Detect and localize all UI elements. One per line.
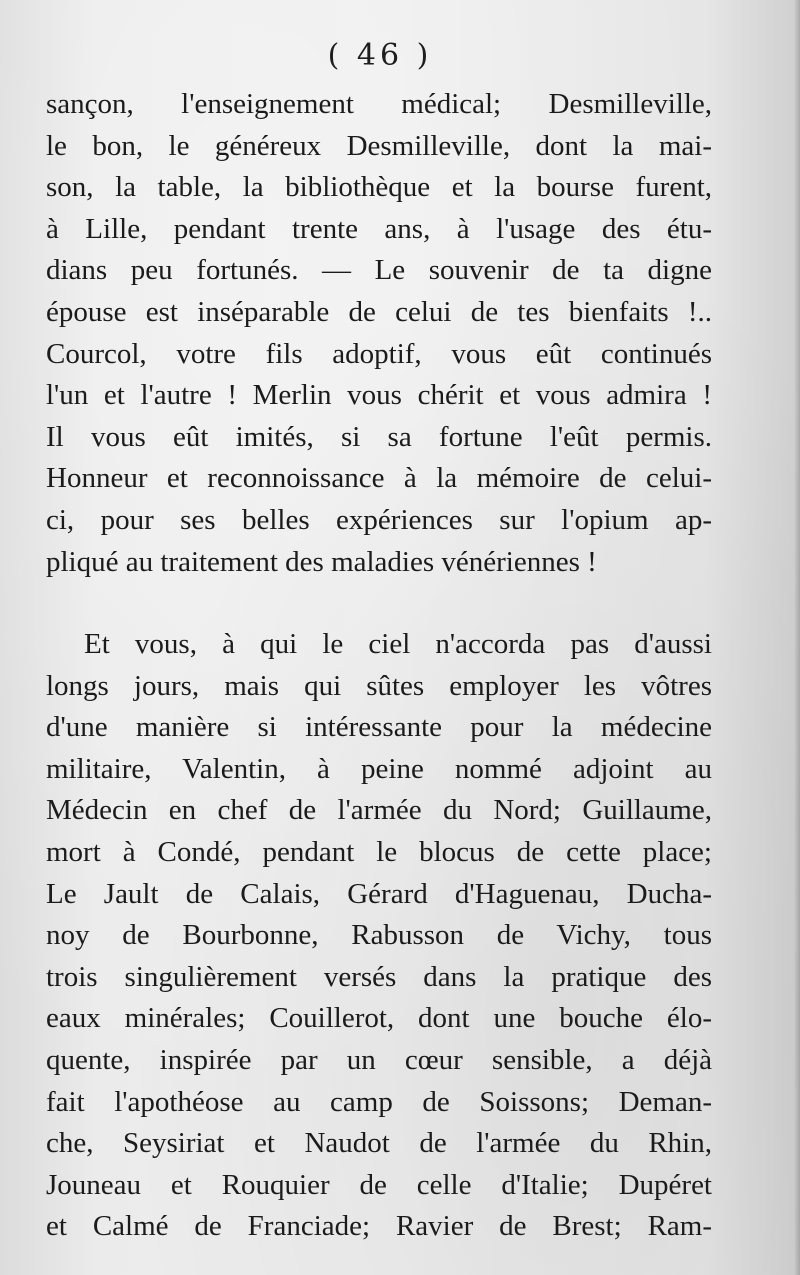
text-line: le bon, le généreux Desmilleville, dont la mai- — [46, 129, 712, 162]
paragraph-2 — [46, 624, 712, 1248]
text-line: d'une manière si intéressante pour la médecine — [46, 711, 712, 744]
text-line: Honneur et reconnoissance à la mémoire de celui- — [46, 462, 712, 495]
text-line: fait l'apothéose au camp de Soissons; Deman- — [46, 1085, 712, 1118]
text-line: pliqué au traitement des maladies vénériennes ! — [46, 545, 597, 578]
text-line: trois singulièrement versés dans la pratique des — [46, 960, 712, 993]
text-line: mort à Condé, pendant le blocus de cette place; — [46, 835, 712, 868]
paragraph-1 — [46, 84, 712, 583]
text-line: Jouneau et Rouquier de celle d'Italie; Dupéret — [46, 1168, 712, 1201]
text-line: l'un et l'autre ! Merlin vous chérit et vous admira ! — [46, 379, 712, 412]
text-line: eaux minérales; Couillerot, dont une bouche élo- — [46, 1002, 712, 1035]
page-number: ( 46 ) — [327, 38, 433, 73]
page-edge-shadow — [794, 0, 800, 1275]
text-line: militaire, Valentin, à peine nommé adjoint au — [46, 752, 712, 785]
text-line: épouse est inséparable de celui de tes bienfaits !.. — [46, 295, 712, 328]
text-line: longs jours, mais qui sûtes employer les vôtres — [46, 669, 712, 702]
text-line: et Calmé de Franciade; Ravier de Brest; Ram- — [46, 1210, 712, 1243]
text-line: quente, inspirée par un cœur sensible, a déjà — [46, 1043, 712, 1076]
text-line: à Lille, pendant trente ans, à l'usage des étu- — [46, 212, 712, 245]
text-line: son, la table, la bibliothèque et la bourse furent, — [46, 171, 712, 204]
text-line: che, Seysiriat et Naudot de l'armée du Rhin, — [46, 1127, 712, 1160]
text-line: sançon, l'enseignement médical; Desmilleville, — [46, 88, 712, 120]
text-line: Et vous, à qui le ciel n'accorda pas d'aussi — [84, 628, 712, 660]
text-line: dians peu fortunés. — Le souvenir de ta digne — [46, 254, 712, 287]
text-line: Courcol, votre fils adoptif, vous eût continués — [46, 337, 712, 370]
text-line: ci, pour ses belles expériences sur l'opium ap- — [46, 503, 712, 536]
text-line: Il vous eût imités, si sa fortune l'eût permis. — [46, 420, 712, 453]
text-line: Le Jault de Calais, Gérard d'Haguenau, Ducha- — [46, 877, 712, 910]
text-line: noy de Bourbonne, Rabusson de Vichy, tous — [46, 919, 712, 952]
text-line: Médecin en chef de l'armée du Nord; Guillaume, — [46, 794, 712, 827]
